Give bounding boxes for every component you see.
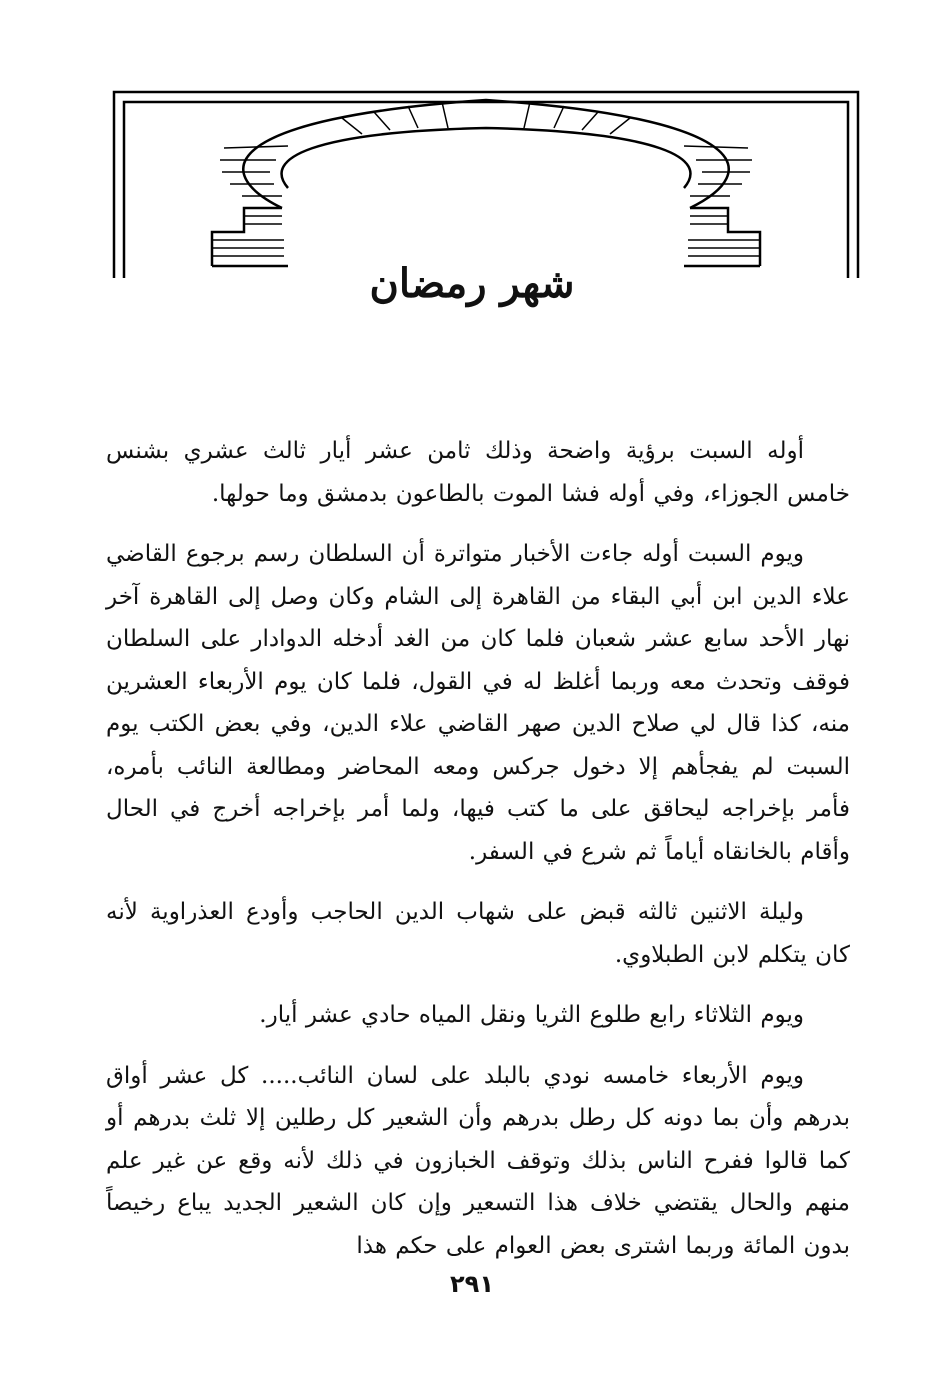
paragraph: ويوم الثلاثاء رابع طلوع الثريا ونقل المياه حادي عشر أيار. bbox=[259, 1002, 804, 1028]
paragraph: ويوم الأربعاء خامسه نودي بالبلد على لسان النائب..... كل عشر أواق بدرهم وأن بما دونه كل رطل بدرهم وأن الشعير كل رطلين إلا ثلث بدرهم أو كما قالوا ففرح الناس بذلك وتوقف الخبازون في ذلك لأنه وقع عن غير علم منهم والحال يقتضي خلاف هذا التسعير وإن كان الشعير الجديد يباع رخيصاً بدون المائة وربما اشترى بعض العوام على حكم هذا bbox=[106, 1062, 850, 1259]
paragraph: وليلة الاثنين ثالثه قبض على شهاب الدين الحاجب وأودع العذراوية لأنه كان يتكلم لابن الطبلاوي. bbox=[106, 899, 850, 968]
chapter-title: شهر رمضان bbox=[369, 260, 575, 307]
paragraph: أوله السبت برؤية واضحة وذلك ثامن عشر أيار ثالث عشري بشنس خامس الجوزاء، وفي أوله فشا الموت بالطاعون بدمشق وما حولها. bbox=[106, 438, 850, 507]
page-body bbox=[106, 430, 850, 1285]
paragraph: ويوم السبت أوله جاءت الأخبار متواترة أن السلطان رسم برجوع القاضي علاء الدين ابن أبي البقاء من القاهرة إلى الشام وكان وصل إلى القاهرة آخر نهار الأحد سابع عشر شعبان فلما كان من الغد أدخله الدوادار على السلطان فوقف وتحدث معه وربما أغلظ له في القول، فلما كان يوم الأربعاء العشرين منه، كذا قال لي صلاح الدين صهر القاضي علاء الدين، وفي بعض الكتب يوم السبت لم يفجأهم إلا دخول جركس ومعه المحاضر ومطالعة النائب بأمره، فأمر بإخراجه ليحاقق على ما كتب فيها، ولما أمر بإخراجه أخرج في الحال وأقام بالخانقاه أياماً ثم شرع في السفر. bbox=[106, 541, 850, 865]
page-number: ٢٩١ bbox=[450, 1270, 494, 1298]
